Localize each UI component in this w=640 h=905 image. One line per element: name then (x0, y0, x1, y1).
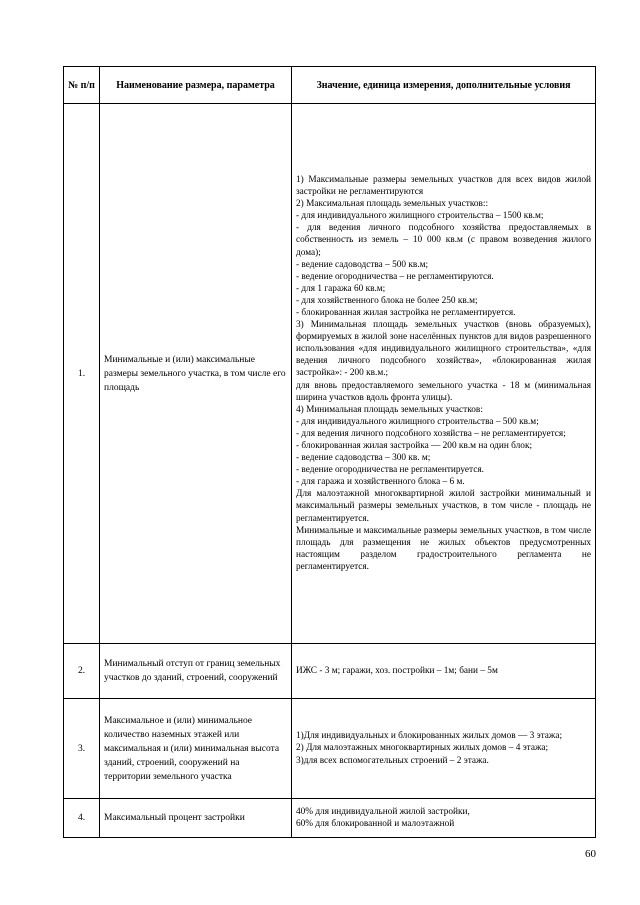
value-line: - для ведения личного подсобного хозяйства – не регламентируется; (296, 428, 566, 439)
value-line: - ведение огородничества не регламентируется. (296, 465, 484, 476)
parameter-name: Максимальное и (или) минимальное количество наземных этажей или максимальная и (или) минимальная высота зданий, строений, сооружений на территории земельного участка (100, 699, 292, 799)
value-line: 2) Для малоэтажных многоквартирных жилых домов – 4 этажа; (296, 743, 549, 754)
row-number: 4. (64, 799, 100, 838)
value-line: 3) Минимальная площадь земельных участков (вновь образуемых), формируемых в жилой зоне населённых пунктов для видов разрешенного использования «для индивидуального жилищного строительства», «для ведения личного подсобного хозяйства», «блокированная жилая застройка»: - 200 кв.м.; (296, 320, 591, 379)
value-line: - блокированная жилая застройка не регламентируется. (296, 307, 516, 318)
value-line: 2) Максимальная площадь земельных участков:: (296, 199, 489, 210)
regulations-table (63, 66, 596, 838)
table-row (64, 799, 596, 838)
parameter-name: Минимальный отступ от границ земельных участков до зданий, строений, сооружений (100, 644, 292, 699)
value-line: Минимальные и максимальные размеры земельных участков, в том числе площадь для размещения не жилых объектов предусмотренных настоящим разделом градостроительного регламента не регламентируется. (296, 525, 591, 572)
row-number: 3. (64, 699, 100, 799)
value-line: 1) Максимальные размеры земельных участков для всех видов жилой застройки не регламентируются (296, 174, 591, 198)
value-line: - для ведения личного подсобного хозяйства предоставляемых в собственность из земель – 10 000 кв.м (с правом возведения жилого дома); (296, 223, 591, 258)
table-row (64, 104, 596, 644)
value-line: - ведение огородничества – не регламентируются. (296, 271, 494, 282)
table-row (64, 699, 596, 799)
parameter-name: Максимальный процент застройки (100, 799, 292, 838)
header-number: № п/п (64, 67, 100, 104)
parameter-value (292, 799, 596, 838)
table-header-row (64, 67, 596, 104)
value-line: - ведение садоводства – 300 кв. м; (296, 453, 431, 464)
value-line: для вновь предоставляемого земельного участка - 18 м (минимальная ширина участков вдоль фронта улицы). (296, 380, 591, 403)
value-line: - для 1 гаража 60 кв.м; (296, 283, 386, 294)
header-value: Значение, единица измерения, дополнительные условия (292, 67, 596, 104)
page-number: 60 (585, 848, 596, 860)
value-line: 4) Минимальная площадь земельных участков: (296, 404, 483, 415)
value-line: - блокированная жилая застройка — 200 кв.м на один блок; (296, 441, 533, 452)
header-parameter-name: Наименование размера, параметра (100, 67, 292, 104)
parameter-value (292, 699, 596, 799)
row-number: 2. (64, 644, 100, 699)
value-line: - для гаража и хозяйственного блока – 6 м. (296, 477, 465, 488)
value-line: - для индивидуального жилищного строительства – 1500 кв.м; (296, 211, 544, 222)
row-number: 1. (64, 104, 100, 644)
table-row (64, 644, 596, 699)
value-line: 3)для всех вспомогательных строений – 2 этажа. (296, 755, 489, 766)
parameter-name: Минимальные и (или) максимальные размеры земельного участка, в том числе его площадь (100, 104, 292, 644)
parameter-value (292, 104, 596, 644)
value-line: 60% для блокированной и малоэтажной (296, 819, 455, 829)
value-line: ИЖС - 3 м; гаражи, хоз. постройки – 1м; бани – 5м (296, 665, 498, 676)
value-line: 1)Для индивидуальных и блокированных жилых домов — 3 этажа; (296, 731, 563, 742)
parameter-value (292, 644, 596, 699)
value-line: 40% для индивидуальной жилой застройки, (296, 806, 470, 817)
value-line: - ведение садоводства – 500 кв.м; (296, 259, 429, 270)
value-line: - для индивидуального жилищного строительства – 500 кв.м; (296, 416, 539, 427)
value-line: Для малоэтажной многоквартирной жилой застройки минимальный и максимальный размеры земельных участков, в том числе - площадь не регламентируется. (296, 489, 591, 524)
value-line: - для хозяйственного блока не более 250 кв.м; (296, 295, 478, 306)
